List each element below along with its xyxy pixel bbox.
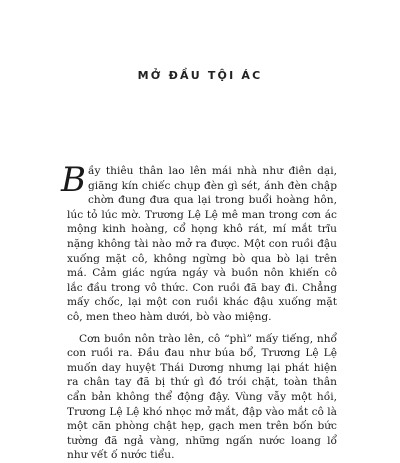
paragraph-2-text: Cơn buồn nôn trào lên, cô “phì” mấy tiếng, nhổ con ruồi ra. Đầu đau như búa bổ, Trương Lệ Lệ muốn day huyệt Thái Dương nhưng lại phát hiện ra chân tay đã bị thứ gì đó trói chặt, toàn thân cẩn bản không thể động đậy. Vùng vẫy một hồi, Trương Lệ Lệ khó nhọc mở mắt, đập vào mắt cô là một căn phòng chật hẹp, gạch men trên bốn bức tường đã ngả vàng, những ngấn nước loang lổ như vết ố nước tiểu.	[67, 332, 337, 462]
drop-cap-letter: B	[61, 160, 86, 200]
paragraph-1	[61, 160, 337, 325]
paragraph-1-text: ầy thiêu thân lao lên mái nhà như điên dại, giăng kín chiếc chụp đèn gì sét, ánh đèn chập chờn đung đưa qua lại trong buổi hoàng hôn, lúc tỏ lúc mờ. Trương Lệ Lệ mê man trong cơn ác mộng kinh hoàng, cổ họng khô rát, mí mắt trĩu nặng không tài nào mở ra được. Một con ruồi đậu xuống mặt cô, không ngừng bò qua bò lại trên má. Cảm giác ngứa ngáy và buồn nôn khiến cô lắc đầu trong vô thức. Con ruồi đã bay đi. Chẳng mấy chốc, lại một con ruồi khác đậu xuống mặt cô, men theo hàm dưới, bò vào miệng.	[67, 165, 337, 323]
paragraph-2	[67, 332, 337, 463]
chapter-body	[61, 160, 337, 463]
chapter-title: MỞ ĐẦU TỘI ÁC	[137, 69, 263, 82]
